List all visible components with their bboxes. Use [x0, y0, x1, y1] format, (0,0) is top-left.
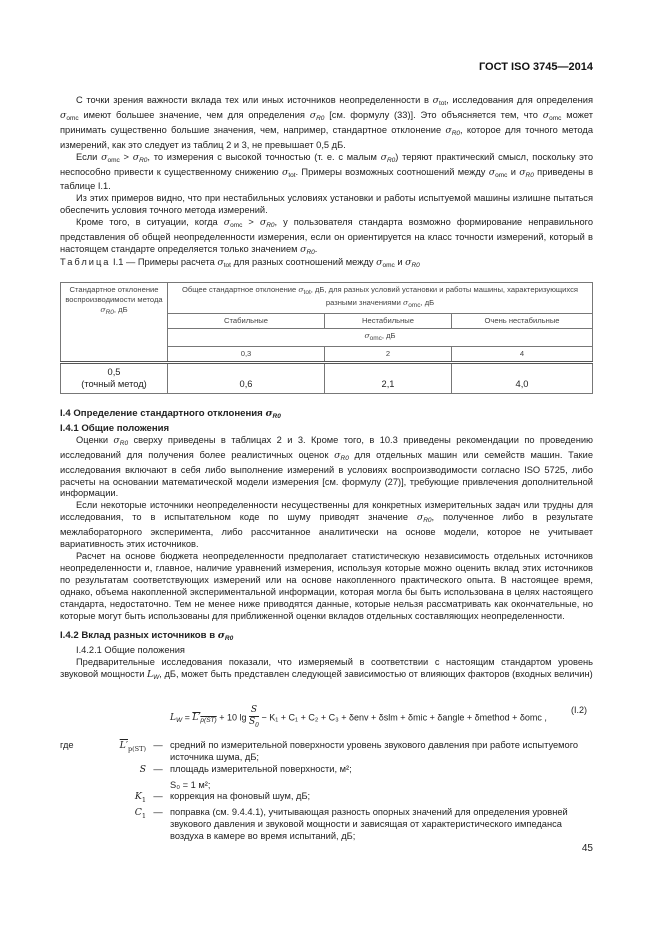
text-run: и	[394, 257, 406, 267]
omc-value: 2	[325, 347, 452, 363]
section-i41-title: I.4.1 Общие положения	[60, 422, 170, 434]
where-item	[60, 740, 593, 764]
col-group-header	[168, 283, 593, 314]
symbol: $\sigma_{tot}$	[281, 166, 296, 179]
symbol: $\sigma_{R0}$	[265, 408, 281, 420]
where-symbol: $L'_{p(ST)}$	[119, 740, 146, 753]
dash: —	[153, 740, 163, 750]
paragraph	[60, 500, 593, 551]
text-run: , исследования для определения	[446, 95, 593, 105]
symbol: $\sigma_{R0}$	[113, 434, 129, 447]
text-run: приведены в таблице I.1.	[60, 166, 594, 192]
paragraph	[60, 193, 593, 217]
dash: —	[153, 807, 163, 818]
table-row	[61, 363, 593, 394]
condition-very-unstable: Очень нестабильные	[452, 314, 593, 329]
text-run: Из этих примеров видно, что при нестабильных условиях установки и работы испытуемой машины излишне пытаться обеспечить условия точного метода измерений.	[60, 193, 593, 216]
text-run: и	[507, 166, 520, 177]
text-run: , дБ, для разных условий установки и работы машины, характеризующихся разными значениями	[310, 285, 579, 307]
paragraph	[60, 657, 593, 684]
text-run: может принимать существенно большие значения, чем, например, стандартное отклонение	[60, 109, 593, 135]
section-i42-title	[60, 630, 593, 645]
table-caption-label: Таблица	[60, 257, 111, 267]
where-text: коррекция на фоновый шум, дБ;	[170, 791, 311, 802]
formula-fraction: $\frac{S}{S_0}$	[248, 705, 259, 729]
text-run: . Примеры возможных соотношений между	[295, 166, 489, 177]
omc-header	[168, 329, 593, 347]
section-i4	[60, 408, 593, 622]
omc-value: 4	[452, 347, 593, 363]
text-run: Кроме того, в ситуации, когда	[76, 217, 224, 228]
text-run: Если	[76, 151, 102, 162]
symbol: $\sigma_{R0}$	[519, 166, 534, 179]
text-run: Предварительные исследования показали, что измеряемый в соответствии с настоящим стандартом уровень звуковой мощности	[60, 656, 593, 679]
formula-rest: − K₁ + C₁ + C₂ + C₃ + δenv + δslm + δmic + δangle + δmethod + δomc ,	[261, 712, 547, 723]
where-symbol: $K_1$	[134, 791, 146, 805]
where-list	[60, 740, 593, 843]
symbol: $\sigma_{omc}$	[488, 166, 508, 179]
symbol: $\sigma_{R0}$	[259, 217, 275, 230]
text-run: >	[119, 151, 133, 162]
intro-section	[60, 95, 593, 259]
where-text: средний по измерительной поверхности уровень звукового давления при работе испытуемого источника шума, дБ;	[170, 740, 579, 762]
text-run: , то измерения с высокой точностью (т. е. с малым	[147, 151, 381, 162]
symbol: $\sigma_{R0}$	[334, 449, 349, 462]
symbol: $\sigma_{tot}$	[217, 257, 231, 269]
formula-number: (I.2)	[570, 705, 587, 715]
omc-value: 0,3	[168, 347, 325, 363]
paragraph	[60, 217, 593, 259]
section-i421-title: I.4.2.1 Общие положения	[76, 644, 185, 655]
formula-expression: $L_W = L'_{p(ST)} + 10$ lg $\frac{S}{S_0}$ − K₁ + C₁ + C₂ + C₃ + δenv + δslm + δmic + δangle + δmethod + δomc ,	[170, 705, 547, 729]
tot-value: 2,1	[325, 363, 452, 394]
text-run: Оценки	[76, 434, 114, 445]
dash: —	[153, 791, 163, 802]
col-r0-header	[61, 283, 168, 363]
symbol: $\sigma_{omc}$	[376, 257, 395, 269]
r0-value: 0,5	[107, 367, 121, 377]
symbol: $\sigma_{omc}$	[60, 109, 79, 122]
text-run: I.4.2 Вклад разных источников в	[60, 630, 218, 641]
r0-cell	[61, 363, 168, 394]
symbol: $\sigma_{R0}$	[300, 243, 315, 256]
symbol: $\sigma_{tot}$	[432, 95, 447, 107]
where-label	[60, 807, 86, 843]
where-symbol: S	[139, 763, 146, 775]
condition-unstable: Нестабильные	[325, 314, 452, 329]
where-label	[60, 780, 86, 792]
text-run: , дБ	[113, 305, 128, 314]
symbol: $\sigma_{R0}$	[416, 512, 432, 525]
text-run: , дБ, может быть представлен следующей зависимостью от влияющих факторов (входных величин)	[159, 668, 593, 679]
symbol: $\sigma_{omc}$	[223, 217, 243, 230]
text-run: >	[242, 217, 260, 228]
symbol: $\sigma_{tot}$	[298, 285, 311, 296]
text-run: Общее стандартное отклонение	[181, 285, 299, 294]
text-run: .	[314, 243, 318, 254]
text-run: I.4 Определение стандартного отклонения	[60, 408, 266, 419]
symbol: $\sigma_{R0}$	[217, 630, 234, 642]
section-i42	[60, 630, 593, 684]
where-item	[60, 807, 593, 843]
symbol: $\sigma_{omc}$	[101, 151, 120, 164]
text-run: Если некоторые источники неопределенности несущественны для конкретных измерительных задач или трудны для исследования, то в испытательном коде по шуму приводят значение	[60, 500, 593, 523]
text-run: для отдельных машин или семейств машин. Такие исследования включают в себя либо выполнение измерений в условиях воспроизводимости согласно ISO 5725, либо расчеты на основании математической модели измерения [см. формулу (27)], требующие привлечения дополнительной информации.	[60, 449, 593, 499]
symbol: $\sigma_{R0}$	[445, 124, 461, 137]
symbol: $\sigma_{R0}$	[405, 257, 420, 269]
formula-lhs: $L_W$	[170, 713, 183, 725]
text-run: для разных соотношений между	[230, 257, 377, 267]
symbol: $\sigma_{omc}$	[364, 331, 382, 342]
where-item	[60, 780, 593, 792]
text-run: , которое для точного метода измерений, как это следует из таблиц 2 и 3, не превышает 0,5 дБ.	[60, 124, 593, 150]
symbol: $\sigma_{omc}$	[542, 109, 562, 122]
text-run: Стандартное отклонение воспроизводимости метода	[65, 285, 163, 304]
text-run: имеют большее значение, чем для определения	[78, 109, 310, 120]
results-table	[60, 282, 593, 394]
text-run: ) теряют практический смысл, поскольку это неспособно привести к существенному снижению	[60, 151, 593, 177]
symbol: $\sigma_{R0}$	[132, 151, 148, 164]
paragraph	[60, 435, 593, 501]
text-run: , полученное либо в результате межлабораторного эксперимента, либо рассчитанное аналитически на основе модели, которое не учитывает вариативность этих источников.	[60, 512, 594, 550]
formula-log: + 10 lg	[219, 712, 247, 723]
where-symbol	[86, 780, 146, 792]
text-run: сверху приведены в таблицах 2 и 3. Кроме того, в 10.3 приведены рекомендации по проведению исследований для получения более реалистичных оценок	[60, 434, 593, 460]
r0-note: (точный метод)	[81, 378, 147, 389]
paragraph	[60, 551, 593, 622]
tot-value: 0,6	[168, 363, 325, 394]
dash	[146, 780, 170, 792]
where-item	[60, 764, 593, 780]
condition-stable: Стабильные	[168, 314, 325, 329]
section-i4-title	[60, 408, 593, 423]
tot-value: 4,0	[452, 363, 593, 394]
where-label: где	[60, 740, 74, 750]
text-run: [см. формулу (33)]. Это объясняется тем, что	[324, 109, 543, 120]
formula-lp: $L'_{p(ST)}$	[192, 713, 217, 725]
paragraph	[60, 152, 593, 194]
symbol: $\sigma_{R0}$	[380, 151, 396, 164]
text-run: Расчет на основе бюджета неопределенности предполагает статистическую независимость отдельных источников неопределенности и, главное, наличие уравнений измерения, используя которые можно оценить вклад этих источников по результатам соответствующих измерений или на основе накопленного практического опыта. В настоящее время, однако, объема накопленной экспериментальной информации, которая могла бы быть использована в целях настоящего стандарта, недостаточно. Тем не менее ниже приводятся данные, которые нельзя рассматривать как окончательные, но которые могут быть использованы для приближенной оценки вкладов отдельных составляющих неопределенности.	[60, 550, 593, 621]
where-label	[60, 791, 86, 807]
symbol: $L_W$	[146, 668, 160, 681]
text-run: , у пользователя стандарта возможно формирование неправильного представления об общей неопределенности измерения, если он ориентируется на класс точности измерений, который в настоящем стандарте определяется только значением	[60, 217, 593, 254]
where-item	[60, 791, 593, 807]
table-caption	[60, 257, 420, 272]
text-run: I.1 — Примеры расчета	[113, 257, 218, 267]
text-run: С точки зрения важности вклада тех или иных источников неопределенности в	[76, 95, 433, 105]
where-label	[60, 764, 86, 780]
symbol: $\sigma_{omc}$	[403, 298, 421, 309]
document-id: ГОСТ ISO 3745—2014	[478, 61, 593, 73]
where-text: поправка (см. 9.4.4.1), учитывающая разность опорных значений для определения уровней звукового давления и звуковой мощности и зависящая от характеристического импеданса воздуха в камере во время испытаний, дБ;	[170, 807, 568, 842]
where-symbol: $C_1$	[134, 807, 146, 821]
dash: —	[153, 763, 163, 774]
text-run: , дБ	[420, 298, 435, 307]
page-number: 45	[581, 843, 593, 854]
formula-i2	[60, 697, 593, 731]
paragraph	[60, 95, 593, 152]
symbol: $\sigma_{R0}$	[100, 305, 114, 316]
text-run: , дБ	[381, 331, 396, 340]
where-text: площадь измерительной поверхности, м²;	[170, 763, 352, 774]
where-text: S₀ = 1 м²;	[170, 779, 211, 790]
symbol: $\sigma_{R0}$	[309, 109, 325, 122]
